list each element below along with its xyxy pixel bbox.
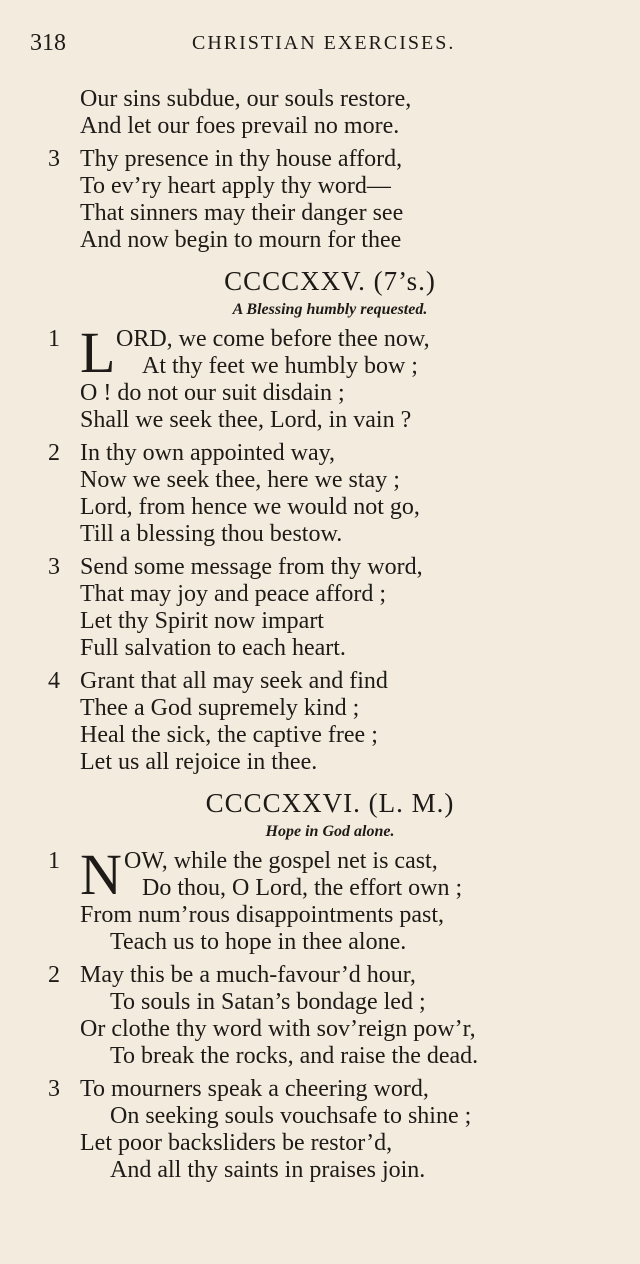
- verse-line: Now we seek thee, here we stay ;: [80, 467, 400, 493]
- hymn-subtitle: Hope in God alone.: [265, 823, 395, 840]
- verse-line: To break the rocks, and raise the dead.: [110, 1043, 479, 1069]
- verse-number: 2: [48, 440, 60, 466]
- verse-line: Send some message from thy word,: [80, 554, 423, 580]
- hymn-number: CCCCXXV. (7’s.): [224, 266, 436, 296]
- verse: [50, 668, 610, 776]
- verse: [50, 1076, 610, 1184]
- verse-number: 3: [48, 554, 60, 580]
- verse-line: Lord, from hence we would not go,: [80, 494, 420, 520]
- hymn-subtitle: A Blessing humbly requested.: [232, 301, 428, 318]
- verse-line: Full salvation to each heart.: [80, 635, 346, 661]
- verse-line: Thy presence in thy house afford,: [80, 146, 403, 172]
- verse-line: Let thy Spirit now impart: [80, 608, 324, 634]
- verse-line: From num’rous disappointments past,: [80, 902, 444, 928]
- verse-number: 1: [48, 848, 60, 874]
- verse-number: 2: [48, 962, 60, 988]
- verse-line: Thee a God supremely kind ;: [80, 695, 360, 721]
- verse-line: That sinners may their danger see: [80, 200, 404, 226]
- verse-line: On seeking souls vouchsafe to shine ;: [110, 1103, 472, 1129]
- verse-line: Heal the sick, the captive free ;: [80, 722, 378, 748]
- verse-line: Shall we seek thee, Lord, in vain ?: [80, 407, 412, 433]
- verse: [50, 554, 610, 662]
- verse-line: And now begin to mourn for thee: [80, 227, 402, 253]
- page-number: 318: [30, 30, 66, 56]
- verse: [48, 842, 610, 956]
- verse-line: At thy feet we humbly bow ;: [142, 353, 418, 379]
- hymn-number: CCCCXXVI. (L. M.): [205, 788, 455, 818]
- verse-line: To mourners speak a cheering word,: [80, 1076, 429, 1102]
- verse-number: 4: [48, 668, 60, 694]
- verse-number: 1: [48, 326, 60, 352]
- verse-number: 3: [48, 146, 60, 172]
- verse: [50, 962, 610, 1070]
- verse-line: That may joy and peace afford ;: [80, 581, 387, 607]
- verse-line: Let us all rejoice in thee.: [80, 749, 318, 775]
- page-content: [50, 86, 610, 1184]
- verse-line: Teach us to hope in thee alone.: [110, 929, 407, 955]
- verse-line: To souls in Satan’s bondage led ;: [110, 989, 426, 1015]
- verse-line: And let our foes prevail no more.: [80, 113, 400, 139]
- verse-number: 3: [48, 1076, 60, 1102]
- line-text: ORD, we come before thee now,: [116, 326, 430, 352]
- verse-line: Or clothe thy word with sov’reign pow’r,: [80, 1016, 476, 1042]
- verse-line: Grant that all may seek and find: [80, 668, 388, 694]
- verse: [50, 440, 610, 548]
- verse: [50, 146, 610, 254]
- drop-cap: N: [80, 842, 122, 907]
- verse-line: O ! do not our suit disdain ;: [80, 380, 345, 406]
- verse-line: Till a blessing thou bestow.: [80, 521, 343, 547]
- verse-line: Our sins subdue, our souls restore,: [80, 86, 412, 112]
- verse-line: Do thou, O Lord, the effort own ;: [142, 875, 463, 901]
- verse-line: In thy own appointed way,: [80, 440, 336, 466]
- page-header: [30, 30, 610, 64]
- verse-line: May this be a much-favour’d hour,: [80, 962, 416, 988]
- verse: [48, 320, 610, 434]
- verse-line: To ev’ry heart apply thy word—: [80, 173, 391, 199]
- drop-cap: L: [80, 320, 116, 385]
- verse-line: Let poor backsliders be restor’d,: [80, 1130, 393, 1156]
- verse-line: And all thy saints in praises join.: [110, 1157, 426, 1183]
- line-text: OW, while the gospel net is cast,: [124, 848, 438, 874]
- running-title: CHRISTIAN EXERCISES.: [192, 32, 456, 54]
